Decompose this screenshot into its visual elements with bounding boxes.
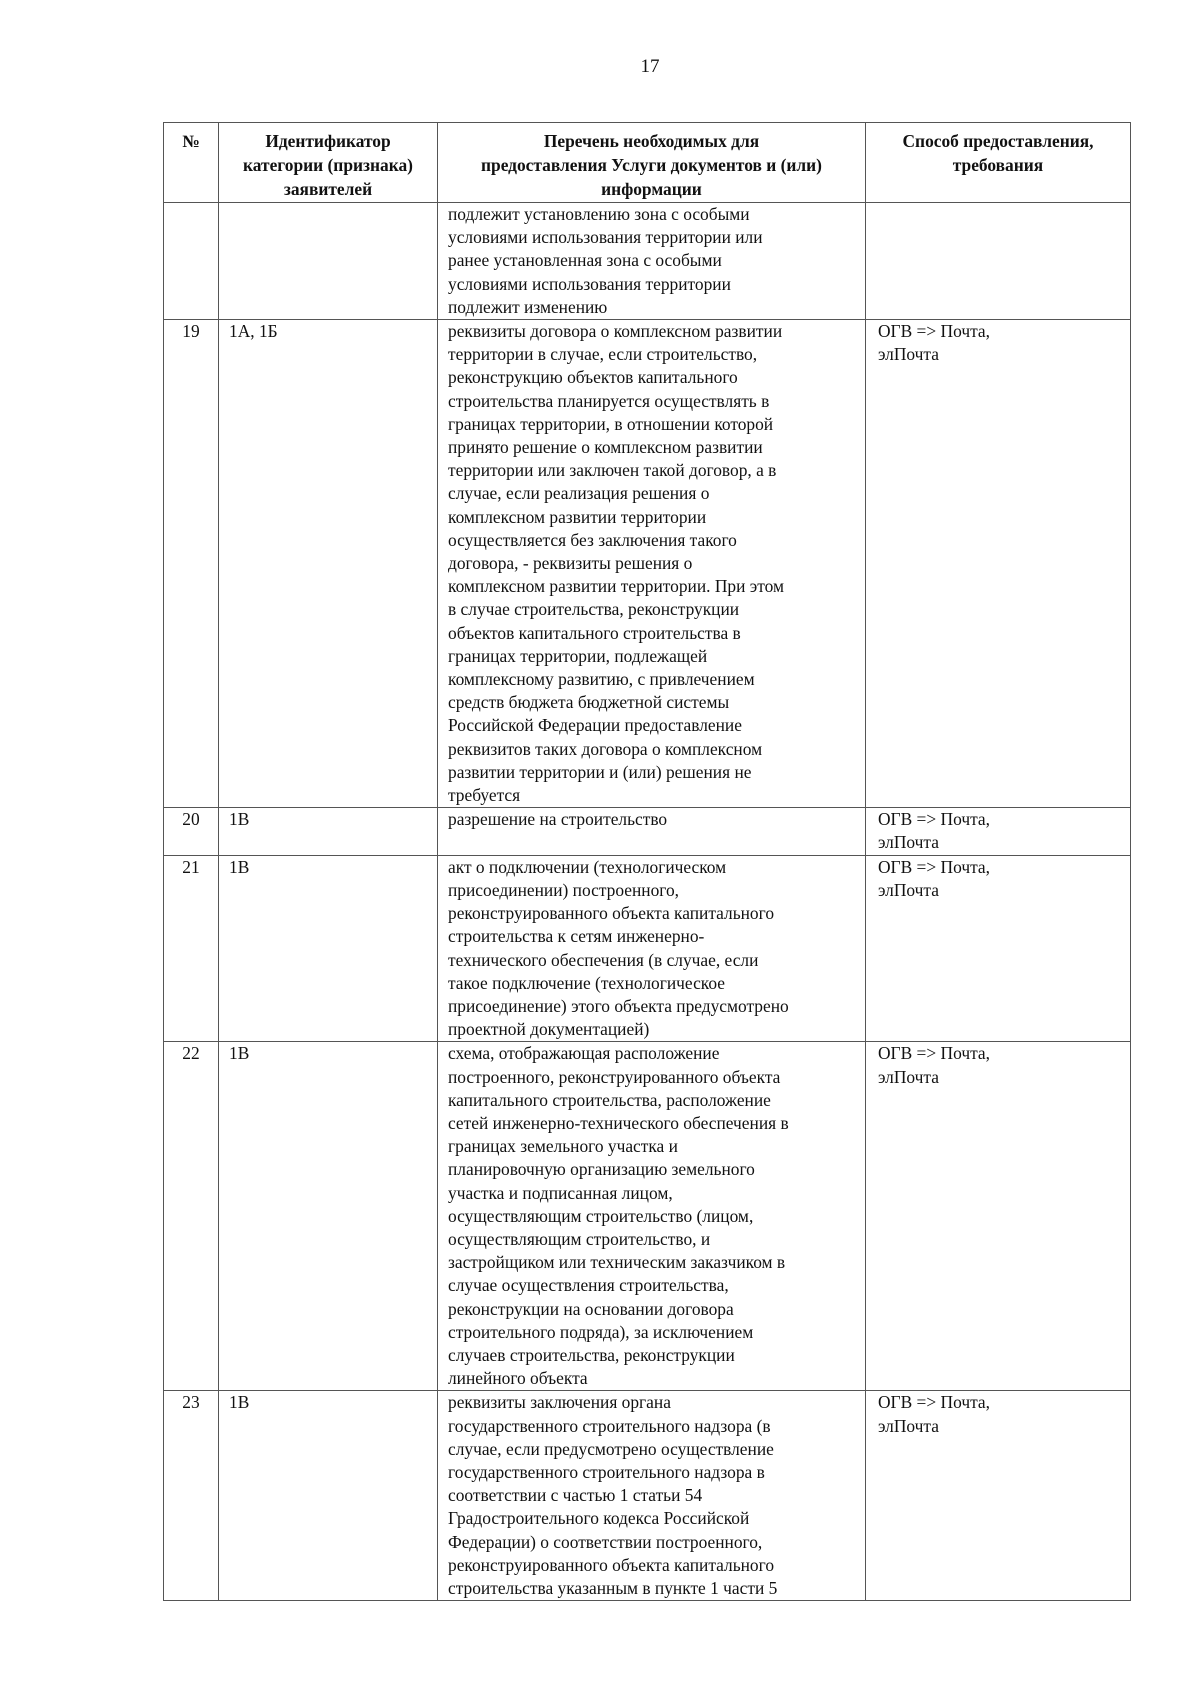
documents-table — [163, 122, 1131, 1601]
row-method: ОГВ => Почта, элПочта — [866, 855, 1131, 1042]
row-method: ОГВ => Почта, элПочта — [866, 320, 1131, 808]
documents-table-wrapper — [163, 122, 1130, 1601]
table-row — [164, 1042, 1131, 1391]
row-number — [164, 203, 219, 320]
page-number: 17 — [640, 56, 660, 77]
row-method: ОГВ => Почта, элПочта — [866, 1391, 1131, 1601]
row-method: ОГВ => Почта, элПочта — [866, 1042, 1131, 1391]
header-documents-list: Перечень необходимых для предоставления Услуги документов и (или) информации — [438, 123, 866, 203]
row-document: реквизиты договора о комплексном развитии территории в случае, если строительство, реконструкцию объектов капитального строительства планируется осуществлять в границах территории, в отношении которой принято решение о комплексном развитии территории или заключен такой договор, а в случае, если реализация решения о комплексном развитии территории осуществляется без заключения такого договора, - реквизиты решения о комплексном развитии территории. При этом в случае строительства, реконструкции объектов капитального строительства в границах территории, подлежащей комплексному развитию, с привлечением средств бюджета бюджетной системы Российской Федерации предоставление реквизитов таких договора о комплексном развитии территории и (или) решения не требуется — [438, 320, 866, 808]
header-submission-method: Способ предоставления, требования — [866, 123, 1131, 203]
row-number: 22 — [164, 1042, 219, 1391]
row-document: подлежит установлению зона с особыми условиями использования территории или ранее установленная зона с особыми условиями использования территории подлежит изменению — [438, 203, 866, 320]
row-number: 23 — [164, 1391, 219, 1601]
row-document: схема, отображающая расположение построенного, реконструированного объекта капитального строительства, расположение сетей инженерно-технического обеспечения в границах земельного участка и планировочную организацию земельного участка и подписанная лицом, осуществляющим строительство (лицом, осуществляющим строительство, и застройщиком или техническим заказчиком в случае осуществления строительства, реконструкции на основании договора строительного подряда), за исключением случаев строительства, реконструкции линейного объекта — [438, 1042, 866, 1391]
row-number: 19 — [164, 320, 219, 808]
row-document: разрешение на строительство — [438, 808, 866, 855]
row-category: 1В — [219, 1391, 438, 1601]
row-category: 1В — [219, 1042, 438, 1391]
header-applicant-category: Идентификатор категории (признака) заявителей — [219, 123, 438, 203]
row-number: 21 — [164, 855, 219, 1042]
row-category: 1А, 1Б — [219, 320, 438, 808]
header-number: № — [164, 123, 219, 203]
row-category — [219, 203, 438, 320]
row-number: 20 — [164, 808, 219, 855]
table-header-row — [164, 123, 1131, 203]
table-row — [164, 855, 1131, 1042]
row-document: акт о подключении (технологическом присоединении) построенного, реконструированного объекта капитального строительства к сетям инженерно- технического обеспечения (в случае, если такое подключение (технологическое присоединение) этого объекта предусмотрено проектной документацией) — [438, 855, 866, 1042]
row-category: 1В — [219, 808, 438, 855]
row-method — [866, 203, 1131, 320]
table-row — [164, 1391, 1131, 1601]
row-category: 1В — [219, 855, 438, 1042]
row-method: ОГВ => Почта, элПочта — [866, 808, 1131, 855]
table-row — [164, 808, 1131, 855]
table-row — [164, 203, 1131, 320]
table-row — [164, 320, 1131, 808]
row-document: реквизиты заключения органа государственного строительного надзора (в случае, если предусмотрено осуществление государственного строительного надзора в соответствии с частью 1 статьи 54 Градостроительного кодекса Российской Федерации) о соответствии построенного, реконструированного объекта капитального строительства указанным в пункте 1 части 5 — [438, 1391, 866, 1601]
